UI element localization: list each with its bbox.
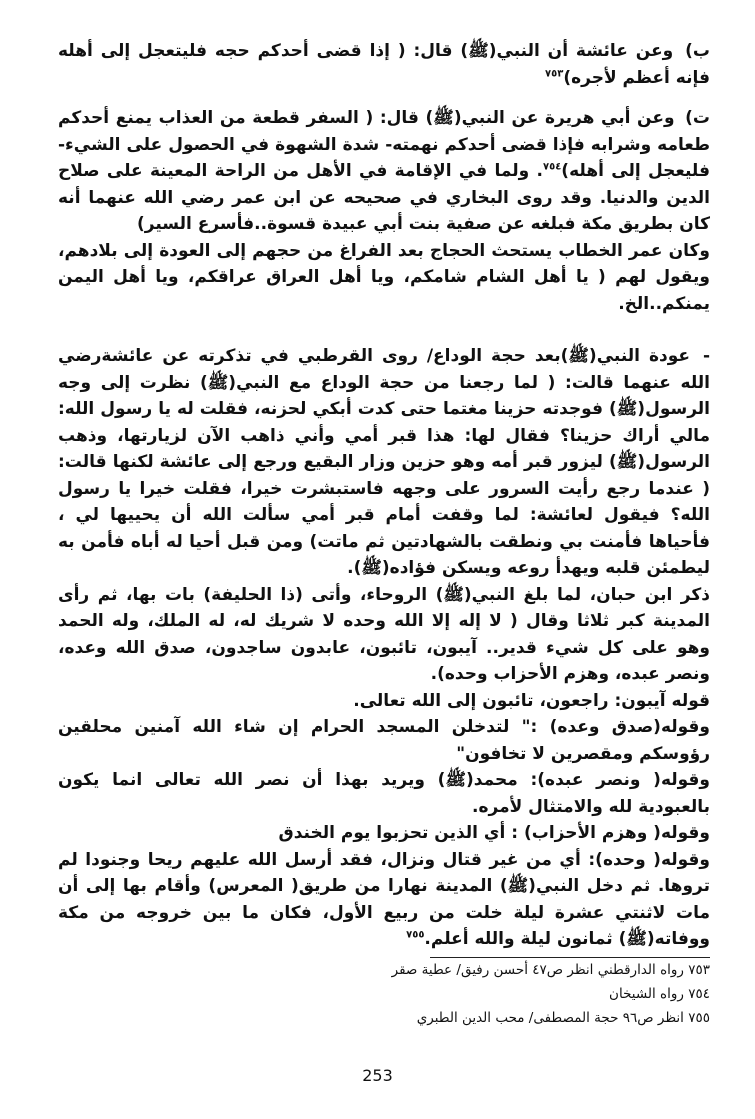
paragraph-text-continued: . ولما في الإقامة في الأهل من الراحة المعينة على صلاح الدين والدنيا. وقد روى البخاري في صحيحه عن ابن عمر رضي الله عنهما أنه كان بطريق مكة فبلغه عن صفية بنت أبي عبيدة قسوة..فأسرع السير) — [58, 161, 710, 234]
footnote-number: ٧٥٥ — [688, 1010, 710, 1026]
paragraph-hadith-aisha — [58, 38, 710, 91]
footnote-item — [330, 958, 710, 982]
footnote-number: ٧٥٤ — [688, 986, 710, 1002]
footnote-text: رواه الدارقطني انظر ص٤٧ أحسن رفيق/ عطية صقر — [391, 962, 684, 978]
paragraph-ayibun: قوله آيبون: راجعون، تائبون إلى الله تعالى. — [353, 690, 710, 711]
footnotes — [330, 958, 710, 1030]
paragraph-marker: ت) — [685, 108, 710, 128]
paragraph-hadith-abu-huraira — [58, 105, 710, 238]
paragraph-marker: ب) — [685, 41, 711, 61]
paragraph-omar: وكان عمر الخطاب يستحث الحجاج بعد الفراغ من حجهم إلى العودة إلى بلادهم، ويقول لهم ( يا أهل الشام شامكم، ويا أهل العراق عراقكم، ويا أهل اليمن يمنكم..الخ. — [58, 240, 710, 314]
footnote-item — [330, 1006, 710, 1030]
paragraph-wahdahu — [58, 847, 710, 953]
page-body — [58, 38, 710, 953]
page-number: 253 — [362, 1066, 393, 1085]
paragraph-nasr-abdahu: وقوله( ونصر عبده): محمد(ﷺ) ويريد بهذا أن نصر الله تعالى انما يكون بالعبودية لله والامتثال لأمره. — [58, 770, 710, 817]
paragraph-sadaqa-wadahu: وقوله(صدق وعده) :" لتدخلن المسجد الحرام إن شاء الله آمنين محلقين رؤوسكم ومقصرين لا تخافون" — [58, 717, 710, 764]
footnote-ref: ٧٥٤ — [542, 161, 562, 173]
paragraph-text: وقوله( وحده): أي من غير قتال ونزال، فقد أرسل الله عليهم ريحا وجنودا لم تروها. ثم دخل النبي(ﷺ) المدينة نهارا من طريق( المعرس) وأقام بها إلى أن مات لاثنتي عشرة ليلة خلت من ربيع الأول، فكان ما بين خروجه من مكة ووفاته(ﷺ) ثمانون ليلة والله أعلم. — [58, 849, 710, 949]
footnote-item — [330, 982, 710, 1006]
footnote-number: ٧٥٣ — [688, 962, 710, 978]
paragraph-hazama-al-ahzab: وقوله( وهزم الأحزاب) : أي الذين تحزبوا يوم الخندق — [278, 823, 710, 843]
paragraph-ibn-hibban: ذكر ابن حبان، لما بلغ النبي(ﷺ) الروحاء، وأتى (ذا الحليفة) بات بها، ثم رأى المدينة كبر ثلاثا وقال ( لا إله إلا الله وحده لا شريك له، له الملك، وله الحمد وهو على كل شيء قدير.. آيبون، تائبون، عابدون ساجدون، صدق الله وعده، ونصر عبده، وهزم الأحزاب وحده). — [58, 584, 710, 684]
paragraph-text: عودة النبي(ﷺ)بعد حجة الوداع/ روى القرطبي في تذكرته عن عائشةرضي الله عنهما قالت: ( لما رجعنا من حجة الوداع مع النبي(ﷺ) نظرت إلى وجه الرسول(ﷺ) فوجدته حزينا مغتما حتى كدت أبكي لحزنه، فقلت له يا رسول الله: مالي أراك حزينا؟ فقال لها: هذا قبر أمي وأني ذاهب الآن لزيارتها، وذهب الرسول(ﷺ) ليزور قبر أمه وهو حزين وزار البقيع ورجع إلى عائشة لكنها قالت: ( عندما رجع رأيت السرور على وجهه فاستبشرت خيرا، فقلت خيرا يا رسول الله؟ فيقول لعائشة: لما وقفت أمام قبر أمي سألت الله أن يحييها لي ، فأحياها فأمنت بي ونطقت بالشهادتين ثم ماتت) ومن قبل أحيا له أباه فأمن به ليطمئن قلبه ويهدأ روعه ويسكن فؤاده(ﷺ). — [58, 346, 710, 578]
footnote-text: رواه الشيخان — [609, 986, 684, 1002]
paragraph-text: وعن أبي هريرة عن النبي(ﷺ) قال: ( السفر قطعة من العذاب يمنع أحدكم طعامه وشرابه فإذا قضى أحدكم نهمته- شدة الشهوة في الحصول على الشيء- فليعجل إلى أهله) — [58, 108, 710, 181]
paragraph-marker: - — [702, 346, 711, 366]
footnote-ref: ٧٥٣ — [545, 67, 564, 79]
paragraph-prophet-return — [58, 343, 710, 582]
paragraph-text: وعن عائشة أن النبي(ﷺ) قال: ( إذا قضى أحدكم حجه فليتعجل إلى أهله فإنه أعظم لأجره) — [58, 41, 710, 88]
footnote-text: انظر ص٩٦ حجة المصطفى/ محب الدين الطبري — [416, 1010, 684, 1026]
footnote-ref: ٧٥٥ — [406, 929, 425, 941]
